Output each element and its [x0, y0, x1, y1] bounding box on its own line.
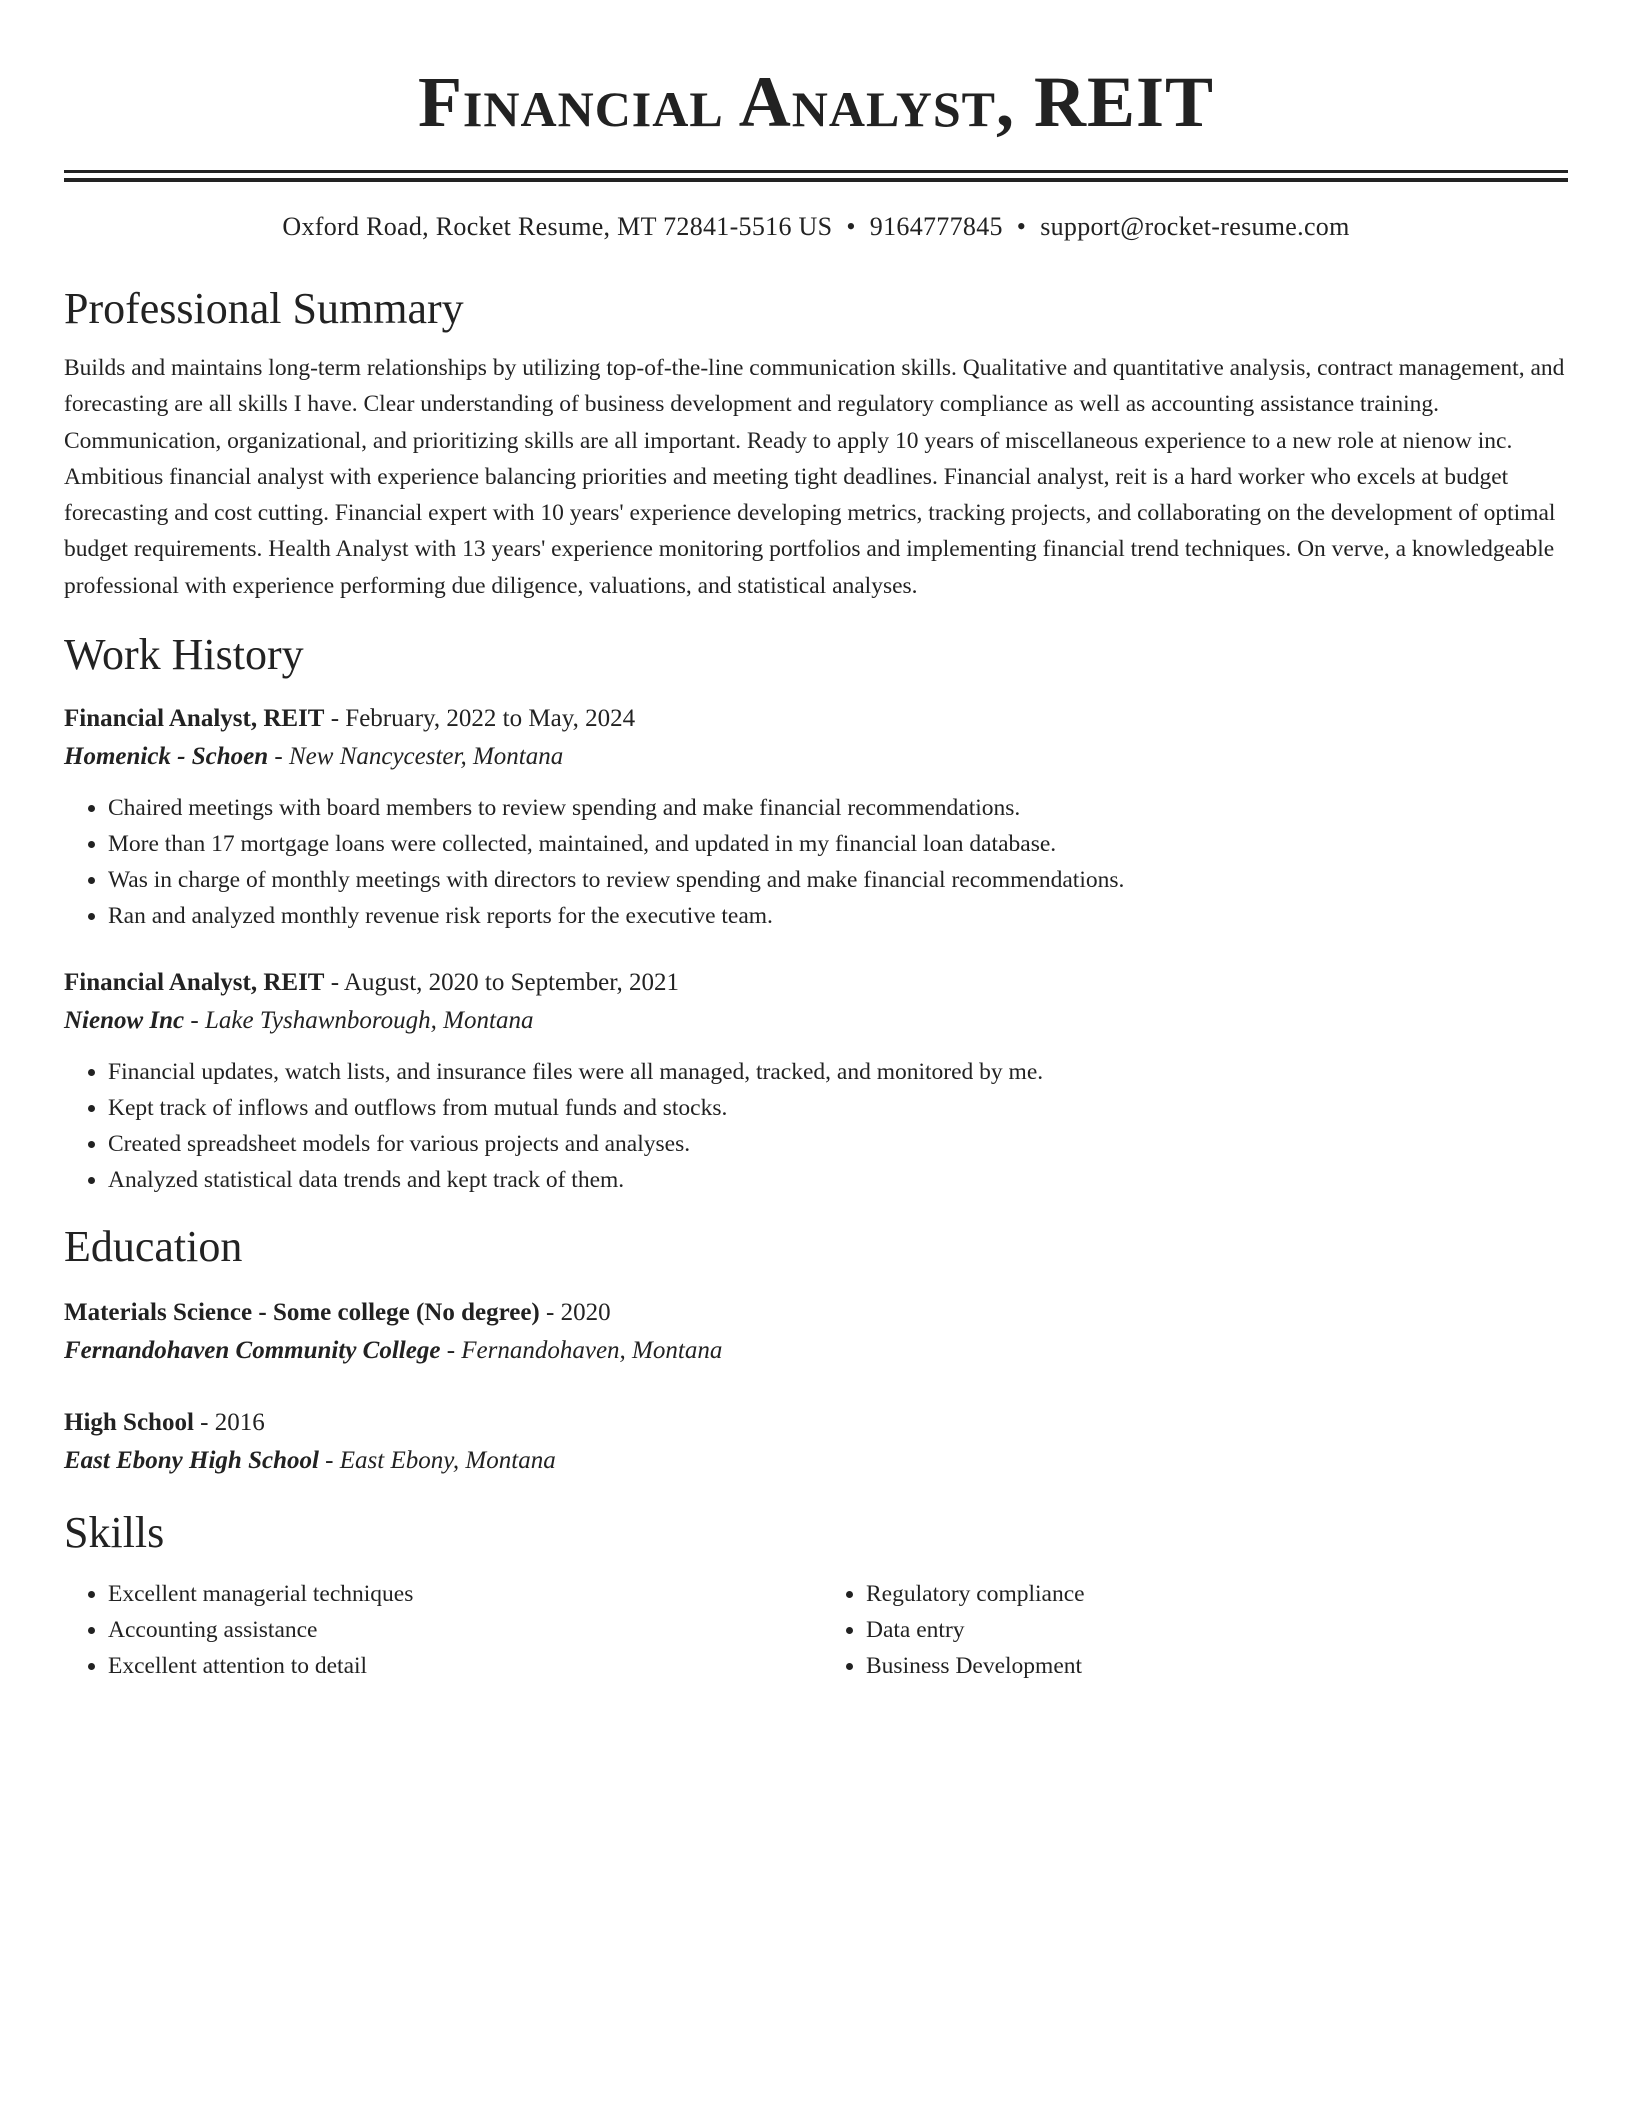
skills-columns: [64, 1576, 1568, 1684]
education-school-line: [64, 1332, 1568, 1370]
education-school-line: [64, 1442, 1568, 1480]
contact-email: support@rocket-resume.com: [1040, 212, 1350, 241]
education-degree: Materials Science - Some college (No degree): [64, 1299, 540, 1327]
skill-item: • Business Development: [866, 1648, 1564, 1684]
job-entry: [64, 700, 1568, 934]
job-company: Homenick - Schoen: [64, 743, 269, 771]
job-entry: [64, 964, 1568, 1198]
contact-phone: 9164777845: [869, 212, 1003, 241]
job-bullet: • More than 17 mortgage loans were collected, maintained, and updated in my financial loan database.: [108, 826, 1568, 862]
education-degree-line: [64, 1294, 1568, 1332]
job-bullets: [64, 790, 1568, 934]
job-bullet: • Was in charge of monthly meetings with directors to review spending and make financial recommendations.: [108, 862, 1568, 898]
job-bullet: • Kept track of inflows and outflows from mutual funds and stocks.: [108, 1090, 1568, 1126]
summary-text: Builds and maintains long-term relationships by utilizing top-of-the-line communication skills. Qualitative and quantitative analysis, contract management, and forecasting are all skills I have. Clear understanding of business development and regulatory compliance as well as accounting assistance training. Communication, organizational, and prioritizing skills are all important. Ready to apply 10 years of miscellaneous experience to a new role at nienow inc. Ambitious financial analyst with experience balancing priorities and meeting tight deadlines. Financial analyst, reit is a hard worker who excels at budget forecasting and cost cutting. Financial expert with 10 years' experience developing metrics, tracking projects, and collaborating on the development of optimal budget requirements. Health Analyst with 13 years' experience monitoring portfolios and implementing financial trend techniques. On verve, a knowledgeable professional with experience performing due diligence, valuations, and statistical analyses.: [64, 355, 1565, 599]
job-dates: - February, 2022 to May, 2024: [324, 705, 636, 733]
education-entry: [64, 1294, 1568, 1370]
education-heading: Education: [64, 1222, 243, 1272]
resume-name: Financial Analyst, REIT: [417, 62, 1215, 142]
education-school: Fernandohaven Community College: [64, 1337, 441, 1365]
education-degree-line: [64, 1404, 1568, 1442]
education-location: - East Ebony, Montana: [318, 1447, 556, 1475]
header-double-rule: [64, 170, 1568, 182]
job-company-line: [64, 1002, 1568, 1040]
education-year: - 2020: [539, 1299, 611, 1327]
skill-item: • Excellent attention to detail: [108, 1648, 806, 1684]
skill-item: • Data entry: [866, 1612, 1564, 1648]
job-position: Financial Analyst, REIT: [64, 705, 325, 733]
skill-item: • Excellent managerial techniques: [108, 1576, 806, 1612]
job-title-line: [64, 964, 1568, 1002]
skills-left-list: [64, 1576, 806, 1684]
contact-separator: •: [1016, 212, 1027, 241]
skills-heading: Skills: [64, 1508, 165, 1558]
skill-item: • Regulatory compliance: [866, 1576, 1564, 1612]
job-bullet: • Analyzed statistical data trends and kept track of them.: [108, 1162, 1568, 1198]
work-history-heading: Work History: [64, 630, 304, 680]
education-location: - Fernandohaven, Montana: [440, 1337, 723, 1365]
job-location: - Lake Tyshawnborough, Montana: [184, 1007, 534, 1035]
education-school: East Ebony High School: [64, 1447, 319, 1475]
resume-page: [64, 0, 1568, 1684]
job-title-line: [64, 700, 1568, 738]
job-bullets: [64, 1054, 1568, 1198]
education-entry: [64, 1404, 1568, 1480]
job-company-line: [64, 738, 1568, 776]
job-bullet: • Chaired meetings with board members to review spending and make financial recommendations.: [108, 790, 1568, 826]
contact-separator: •: [846, 212, 856, 241]
job-company: Nienow Inc: [64, 1007, 185, 1035]
job-dates: - August, 2020 to September, 2021: [324, 969, 680, 997]
education-year: - 2016: [193, 1409, 265, 1437]
skills-right-list: [806, 1576, 1564, 1684]
education-degree: High School: [64, 1409, 194, 1437]
job-bullet: • Created spreadsheet models for various projects and analyses.: [108, 1126, 1568, 1162]
job-position: Financial Analyst, REIT: [64, 969, 325, 997]
job-bullet: • Ran and analyzed monthly revenue risk reports for the executive team.: [108, 898, 1568, 934]
summary-heading: Professional Summary: [64, 284, 464, 333]
job-location: - New Nancycester, Montana: [268, 743, 564, 771]
contact-line: [64, 210, 1568, 244]
skill-item: • Accounting assistance: [108, 1612, 806, 1648]
job-bullet: • Financial updates, watch lists, and insurance files were all managed, tracked, and monitored by me.: [108, 1054, 1568, 1090]
contact-address: Oxford Road, Rocket Resume, MT 72841-5516 US: [282, 212, 833, 241]
